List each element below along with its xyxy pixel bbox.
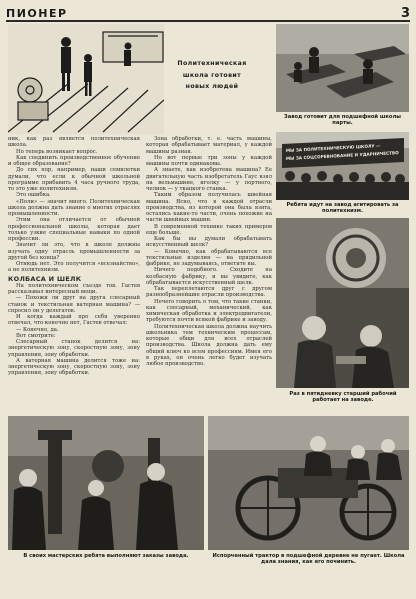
factory-illustration: [8, 24, 164, 134]
tractor-photo: [208, 416, 409, 550]
old-worker-image: [276, 218, 409, 388]
left-paragraph: — Похожи ли друг на друга слесарный станок и текстильная ватерная машина? — спросил он у делегатов.: [8, 295, 140, 314]
middle-paragraph: В современной технике таких примеров еще больше.: [146, 223, 272, 236]
left-paragraph: Как соединить производственное обучение и общее образование?: [8, 154, 140, 167]
left-paragraph: А ватерная машина делится тоже на: энергетическую зону, скоростную зону, зону управления, зону обработки.: [8, 357, 140, 377]
workshop-caption: В своих мастерских ребята выполняют заказы завода.: [23, 553, 189, 559]
left-text-column: [8, 136, 140, 412]
page-number: 3: [400, 5, 410, 21]
tractor-caption: Испорченный трактор в подшефной деревне не пугает. Школа дала знания, как его починить.: [212, 553, 405, 565]
headline-line-1: Политехническая: [177, 60, 247, 67]
tractor-image: [208, 416, 409, 550]
headline-line-3: новых людей: [185, 83, 239, 90]
left-paragraph: Слесарный станок делится на: энергетическую зону, скоростную зону, зону управления, зону обработки.: [8, 339, 140, 358]
factory-drawing: [8, 24, 164, 134]
left-paragraph: Этим она отличается от обычной профессиональной школы, которая дает только узкие специальные навыки по одной профессии.: [8, 217, 140, 242]
demonstration-caption: Ребята идут на завод агитировать за политехнизм.: [286, 202, 399, 214]
middle-paragraph: Ничего подобного. Сходите на колбасную фабрику, и вы увидите, как обрабатывается искусственный шелк.: [146, 267, 272, 286]
left-paragraph: — Конечно, да.: [16, 326, 59, 333]
middle-paragraph: Нечего говорить о том, что такие станки, как слесарный, механический, как химическая обработка и электродвигатели, требуются почти всякой фабрике и заводу.: [146, 298, 272, 324]
masthead: ПИОНЕР: [6, 6, 68, 20]
demonstration-image: [276, 132, 409, 200]
school-desks-image: [276, 24, 409, 112]
left-paragraph: «Поли» — значит много. Политехническая школа должна дать знание о многих отраслях промышленности.: [8, 198, 140, 217]
left-paragraph: На политехническом съезде тов. Гастев рассказывал интересный вещи.: [8, 282, 140, 295]
workshop-photo: [8, 416, 204, 550]
left-paragraph: Значит ли это, что в школе должны изучать одну отрасль промышленности за другой без конца?: [8, 242, 140, 261]
svg-text:МЫ ЗА ПОЛИТЕХНИЧЕСКУЮ ШКОЛУ —: МЫ ЗА ПОЛИТЕХНИЧЕСКУЮ ШКОЛУ —: [285, 143, 381, 153]
header-rule: [6, 20, 410, 22]
svg-text:МЫ ЗА СОЦСОРЕВНОВАНИЕ И УДАРНИ: МЫ ЗА СОЦСОРЕВНОВАНИЕ И УДАРНИЧЕСТВО: [285, 150, 399, 161]
left-paragraph: Но теперь возникает вопрос.: [16, 148, 98, 155]
left-paragraph: До сих пор, например, наши семилетки думали, что если к обычной школьной программе прибавить 4 часа ручного труда, то это уже политехнизм.: [8, 167, 140, 192]
school-desks-caption: Завод готовит для подшефной школы парты.: [284, 114, 401, 126]
left-paragraph: Отнюдь нет. Это получится «всезнайство», а не политехнизм.: [8, 261, 140, 274]
middle-paragraph: А знаете, как изобретена машина? Ее двигательную часть изобретатель Гаус взял на вельмашине, иголку — у портного, челнок — у ткацкого станка.: [146, 167, 272, 192]
middle-paragraph: Таким образом получилась швейная машина. Ясно, что в каждой отрасли производства, из которой она была взята, остались какие-то части, очень похожие на части швейных машин.: [146, 192, 272, 224]
middle-paragraph: Как бы вы думали обрабатывать искусственный шелк?: [146, 236, 272, 249]
school-desks-photo: [276, 24, 409, 112]
old-worker-photo: [276, 218, 409, 388]
old-worker-caption: Раз в пятидневку старший рабочий работает на заводе.: [289, 391, 397, 403]
left-paragraph: ник, как раз является политехническая школа.: [8, 136, 140, 149]
article-headline: [160, 58, 264, 93]
workshop-image: [8, 416, 204, 550]
middle-paragraph: — Конечно, как обрабатываются все текстильные изделия — на прядильной фабрике, не задумываясь, ответите вы.: [146, 248, 272, 267]
demonstration-photo: [276, 132, 409, 200]
middle-paragraph: Но вот первые три зоны у каждой машины почти одинаковы.: [146, 154, 272, 167]
headline-line-2: школа готовит: [182, 71, 242, 79]
middle-text-column: [146, 136, 272, 412]
middle-paragraph: Политехническая школа должна научить школьника тем техническим процессам, которые общи для всех отраслей производства. Школа должна дать ему общий ключ ко всем профессиям. Имея его в руках, он очень легко будет изучать любое производство.: [146, 323, 272, 367]
middle-paragraph: Так переплетаются друг с другом разнообразнейшие отрасли производства.: [146, 286, 272, 299]
left-paragraph: Это ошибка.: [16, 192, 51, 199]
middle-paragraph: Зона обработки, т. е. часть машины, которая обрабатывает материал, у каждой машины разная.: [146, 136, 272, 155]
section-subheading: КОЛБАСА И ШЕЛК: [8, 274, 82, 283]
left-paragraph: И когда каждый про себя уверенно отвечал, что конечно нет, Гастев отвечал:: [8, 314, 140, 327]
left-paragraph: Вот смотрите:: [16, 332, 56, 339]
